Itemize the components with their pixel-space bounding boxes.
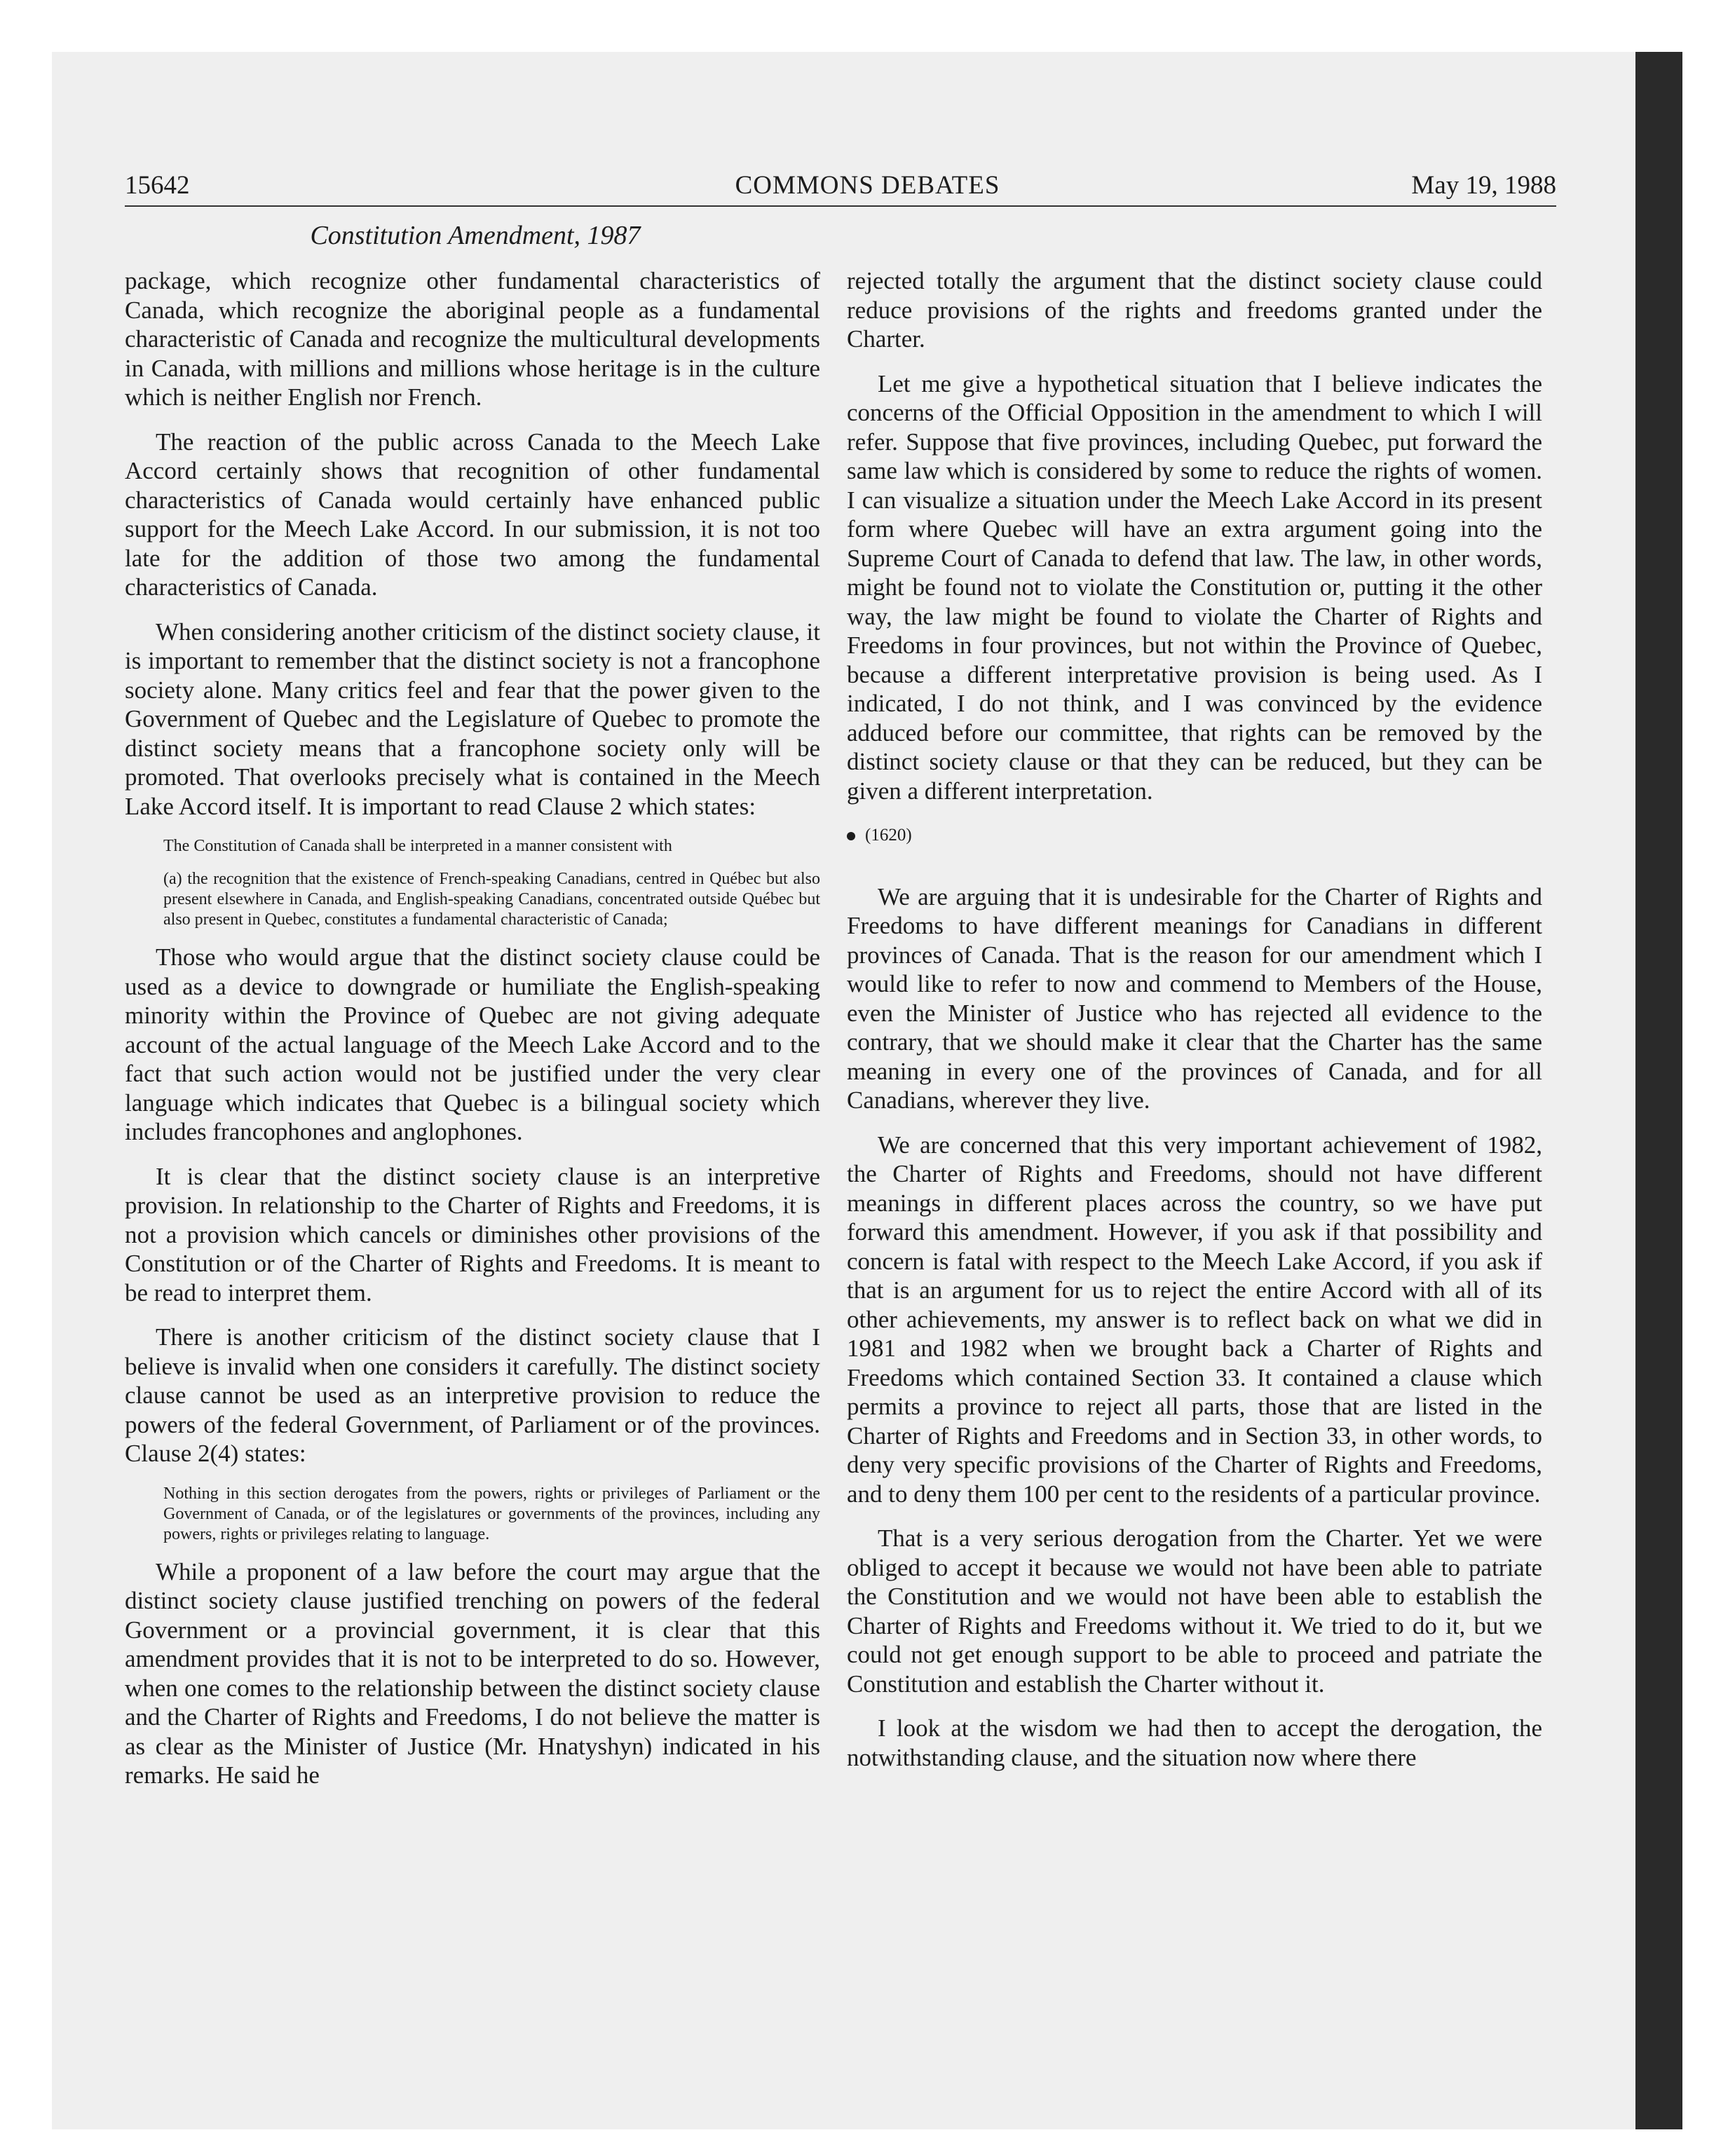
paragraph: package, which recognize other fundamental characteristics of Canada, which recognize the aboriginal people as a fundamental characteristic of Canada and recognize the multicultural developments in Canada, with millions and millions whose heritage is in the culture which is neither English nor French. [125, 267, 820, 411]
paragraph: When considering another criticism of the distinct society clause, it is important to remember that the distinct society is not a francophone society alone. Many critics feel and fear that the power given to the Government of Quebec and the Legislature of Quebec to promote the distinct society means that a francophone society only will be promoted. That overlooks precisely what is contained in the Meech Lake Accord itself. It is important to read Clause 2 which states: [125, 618, 820, 820]
left-column [125, 266, 820, 1806]
paragraph: Those who would argue that the distinct society clause could be used as a device to downgrade or humiliate the English-speaking minority within the Province of Quebec are not giving adequate account of the actual language of the Meech Lake Accord and to the fact that such action would not be justified under the very clear language which indicates that Quebec is a bilingual society which includes francophones and anglophones. [125, 943, 820, 1145]
paragraph: Let me give a hypothetical situation that I believe indicates the concerns of the Official Opposition in the amendment to which I will refer. Suppose that five provinces, including Quebec, put forward the same law which is considered by some to reduce the rights of women. I can visualize a situation under the Meech Lake Accord in its present form where Quebec will have an extra argument going into the Supreme Court of Canada to defend that law. The law, in other words, might be found not to violate the Constitution or, putting it the other way, the law might be found to violate the Charter of Rights and Freedoms in four provinces, but not within the Province of Quebec, because a different interpretative provision is being used. As I indicated, I do not think, and I was convinced by the evidence adduced before our committee, that rights can be removed by the distinct society clause or that they can be reduced, but they can be given a different interpretation. [847, 369, 1542, 805]
block-quote: Nothing in this section derogates from the powers, rights or privileges of Parliament or the Government of Canada, or of the legislatures or governments of the provinces, including any powers, rights or privileges relating to language. [163, 1484, 820, 1543]
time-marker-text: (1620) [865, 826, 912, 845]
publication-date: May 19, 1988 [1411, 171, 1556, 200]
paragraph: We are arguing that it is undesirable for the Charter of Rights and Freedoms to have different meanings for Canadians in different provinces of Canada. That is the reason for our amendment which I would like to refer to now and commend to Members of the House, even the Minister of Justice who has rejected all evidence to the contrary, that we should make it clear that the Charter has the same meaning in every one of the provinces of Canada, and for all Canadians, wherever they live. [847, 882, 1542, 1114]
paragraph: While a proponent of a law before the court may argue that the distinct society clause justified trenching on powers of the federal Government or a provincial government, it is clear that this amendment provides that it is not to be interpreted to do so. However, when one comes to the relationship between the distinct society clause and the Charter of Rights and Freedoms, I do not believe the matter is as clear as the Minister of Justice (Mr. Hnatyshyn) indicated in his remarks. He said he [125, 1557, 820, 1789]
paragraph: We are concerned that this very important achievement of 1982, the Charter of Rights and Freedoms, should not have different meanings in different places across the country, so we have put forward this amendment. However, if you ask if that possibility and concern is fatal with respect to the Meech Lake Accord, if you ask if that is an argument for us to reject the entire Accord with all of its other achievements, my answer is to reflect back on what we did in 1981 and 1982 when we brought back a Charter of Rights and Freedoms which contained Section 33. It contained a clause which permits a province to reject all parts, those that are listed in the Charter of Rights and Freedoms and in Section 33, in other words, to deny very specific provisions of the Charter of Rights and Freedoms, and to deny them 100 per cent to the residents of a particular province. [847, 1131, 1542, 1508]
paragraph: The reaction of the public across Canada to the Meech Lake Accord certainly shows that recognition of other fundamental characteristics of Canada would certainly have enhanced public support for the Meech Lake Accord. In our submission, it is not too late for the addition of those two among the fundamental characteristics of Canada. [125, 428, 820, 601]
page-number: 15642 [125, 171, 190, 200]
right-column [847, 266, 1542, 1787]
paragraph: That is a very serious derogation from the Charter. Yet we were obliged to accept it because we would not have been able to patriate the Constitution and we would not have been able to establish the Charter of Rights and Freedoms without it. We tried to do it, but we could not get enough support to be able to proceed and patriate the Constitution and establish the Charter without it. [847, 1524, 1542, 1698]
bullet-icon [847, 832, 855, 840]
paragraph: rejected totally the argument that the distinct society clause could reduce provisions of the rights and freedoms granted under the Charter. [847, 267, 1542, 353]
time-marker [847, 821, 1542, 850]
publication-title: COMMONS DEBATES [735, 171, 1000, 200]
block-quote: (a) the recognition that the existence of French-speaking Canadians, centred in Québec but also present elsewhere in Canada, and English-speaking Canadians, concentrated outside Québec but also present in Quebec, constitutes a fundamental characteristic of Canada; [163, 870, 820, 929]
header-rule [125, 205, 1556, 207]
section-subtitle: Constitution Amendment, 1987 [310, 221, 641, 250]
paragraph: There is another criticism of the distinct society clause that I believe is invalid when one considers it carefully. The distinct society clause cannot be used as an interpretive provision to reduce the powers of the federal Government, of Parliament or of the provinces. Clause 2(4) states: [125, 1323, 820, 1467]
paragraph: I look at the wisdom we had then to accept the derogation, the notwithstanding clause, and the situation now where there [847, 1714, 1542, 1771]
scan-edge-shadow [1635, 52, 1682, 2129]
paragraph: It is clear that the distinct society clause is an interpretive provision. In relationship to the Charter of Rights and Freedoms, it is not a provision which cancels or diminishes other provisions of the Constitution or of the Charter of Rights and Freedoms. It is meant to be read to interpret them. [125, 1162, 820, 1306]
block-quote: The Constitution of Canada shall be interpreted in a manner consistent with [163, 837, 672, 855]
